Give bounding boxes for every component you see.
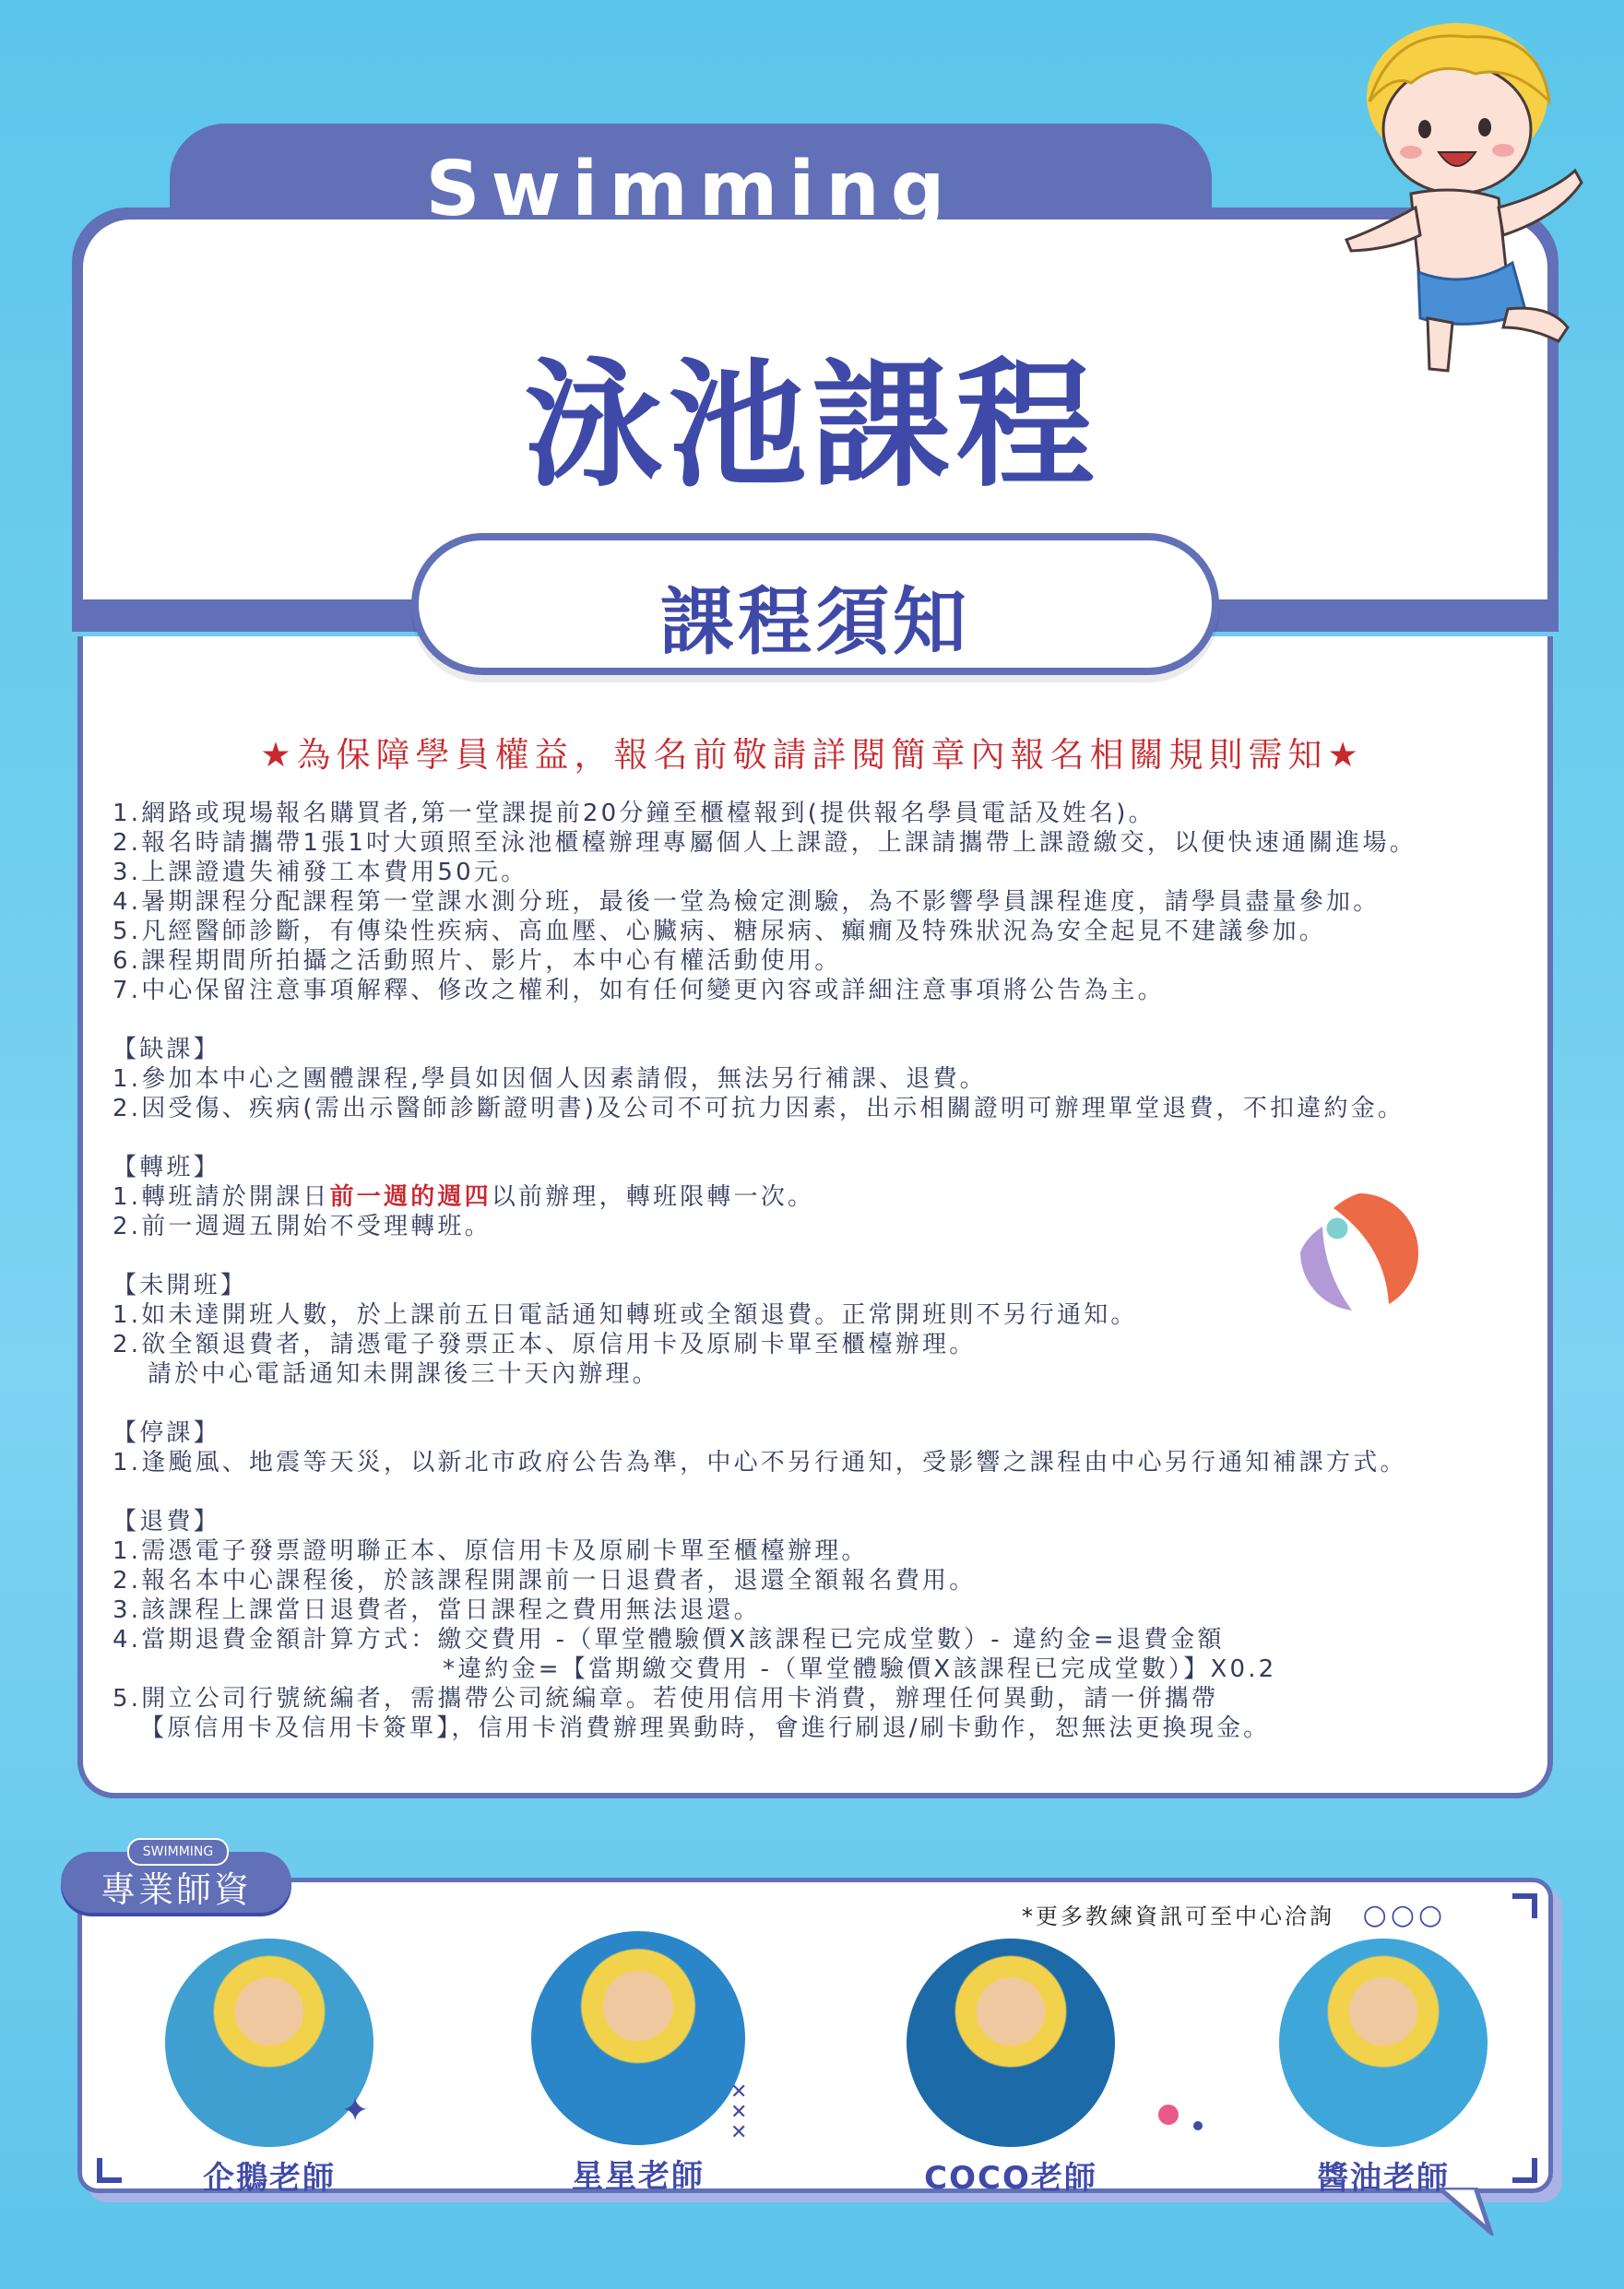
dot-icon <box>1158 2105 1179 2125</box>
transfer-heading: 【轉班】 <box>113 1154 220 1181</box>
transfer-deadline-highlight: 前一週的週四 <box>329 1183 492 1211</box>
suspension-heading: 【停課】 <box>113 1419 220 1447</box>
teacher-card <box>1245 1939 1522 2198</box>
corner-bracket-icon <box>1512 1892 1538 1918</box>
page-title: 泳池課程 <box>524 346 1100 506</box>
swimmer-kid-illustration <box>1328 9 1586 378</box>
teacher-photo <box>1279 1939 1488 2147</box>
teacher-photo <box>531 1931 748 2145</box>
section-subtitle: 課程須知 <box>660 579 970 665</box>
refund-item: 3.該課程上課當日退費者，當日課程之費用無法退還。 <box>113 1596 761 1624</box>
refund-item: 2.報名本中心課程後，於該課程開課前一日退費者，退還全額報名費用。 <box>113 1567 977 1595</box>
dot-icon <box>1193 2121 1203 2130</box>
absence-item: 1.參加本中心之團體課程,學員如因個人因素請假，無法另行補課、退費。 <box>113 1065 987 1093</box>
teachers-tag-label: 專業師資 <box>100 1869 252 1910</box>
refund-item: 4.當期退費金額計算方式：繳交費用 -（單堂體驗價X該課程已完成堂數）- 違約金=退費金額 <box>113 1626 1225 1654</box>
rule-item: 4.暑期課程分配課程第一堂課水測分班，最後一堂為檢定測驗，為不影響學員課程進度，請學員盡量參加。 <box>113 888 1381 916</box>
teacher-name: 醬油老師 <box>1317 2160 1450 2197</box>
refund-item: *違約金=【當期繳交費用 -（單堂體驗價X該課程已完成堂數）】X0.2 <box>443 1655 1277 1683</box>
rule-item: 5.凡經醫師診斷，有傳染性疾病、高血壓、心臟病、糖尿病、癲癇及特殊狀況為安全起見不建議參加。 <box>113 918 1327 945</box>
refund-heading: 【退費】 <box>113 1508 220 1536</box>
absence-heading: 【缺課】 <box>113 1036 220 1063</box>
sparkle-icon: ✦ <box>341 2092 370 2129</box>
transfer-item-suffix: 以前辦理，轉班限轉一次。 <box>491 1183 815 1211</box>
transfer-item: 2.前一週週五開始不受理轉班。 <box>113 1213 492 1240</box>
corner-bracket-icon <box>96 2158 122 2184</box>
beach-ball-illustration <box>1297 1190 1422 1315</box>
transfer-item-prefix: 1.轉班請於開課日 <box>113 1183 330 1211</box>
teachers-tag-small: SWIMMING <box>127 1838 229 1866</box>
teacher-name: 企鵝老師 <box>203 2160 336 2197</box>
refund-item: 1.需憑電子發票證明聯正本、原信用卡及原刷卡單至櫃檯辦理。 <box>113 1537 869 1565</box>
rule-item: 7.中心保留注意事項解釋、修改之權利，如有任何變更內容或詳細注意事項將公告為主。 <box>113 977 1165 1004</box>
rule-item: 3.上課證遺失補發工本費用50元。 <box>113 859 528 886</box>
suspension-item: 1.逢颱風、地震等天災，以新北市政府公告為準，中心不另行通知，受影響之課程由中心另行通知補課方式。 <box>113 1449 1407 1477</box>
rule-item: 2.報名時請攜帶1張1吋大頭照至泳池櫃檯辦理專屬個人上課證，上課請攜帶上課證繳交，以便快速通關進場。 <box>113 829 1417 857</box>
teacher-name: COCO老師 <box>924 2160 1097 2197</box>
teacher-card <box>872 1939 1149 2198</box>
teacher-photo <box>907 1939 1115 2147</box>
teacher-card <box>131 1939 408 2198</box>
refund-item: 【原信用卡及信用卡簽單】，信用卡消費辦理異動時，會進行刷退/刷卡動作，恕無法更換現金。 <box>140 1714 1271 1742</box>
english-title: Swimming <box>425 146 956 233</box>
not-opened-item: 1.如未達開班人數，於上課前五日電話通知轉班或全額退費。正常開班則不另行通知。 <box>113 1301 1138 1329</box>
not-opened-item: 請於中心電話通知未開課後三十天內辦理。 <box>148 1360 659 1388</box>
teacher-card <box>500 1931 776 2196</box>
rule-item: 6.課程期間所拍攝之活動照片、影片，本中心有權活動使用。 <box>113 947 842 975</box>
teacher-name: 星星老師 <box>572 2158 705 2195</box>
more-info-text: *更多教練資訊可至中心洽詢 <box>1022 1904 1334 1929</box>
absence-item: 2.因受傷、疾病(需出示醫師診斷證明書)及公司不可抗力因素，出示相關證明可辦理單堂退費，不扣違約金。 <box>113 1095 1405 1122</box>
not-opened-item: 2.欲全額退費者，請憑電子發票正本、原信用卡及原刷卡單至櫃檯辦理。 <box>113 1331 977 1358</box>
dots-icon: ○○○ <box>1362 1899 1447 1931</box>
more-info-note <box>1022 1898 1446 1931</box>
rule-item: 1.網路或現場報名購買者,第一堂課提前20分鐘至櫃檯報到(提供報名學員電話及姓名)。 <box>113 800 1156 827</box>
not-opened-heading: 【未開班】 <box>113 1272 248 1299</box>
cross-marks-icon: ✕ ✕ ✕ <box>730 2081 748 2144</box>
refund-item: 5.開立公司行號統編者，需攜帶公司統編章。若使用信用卡消費，辦理任何異動，請一併攜帶 <box>113 1685 1219 1713</box>
notice-banner: ★為保障學員權益，報名前敬請詳閱簡章內報名相關規則需知★ <box>260 735 1364 775</box>
